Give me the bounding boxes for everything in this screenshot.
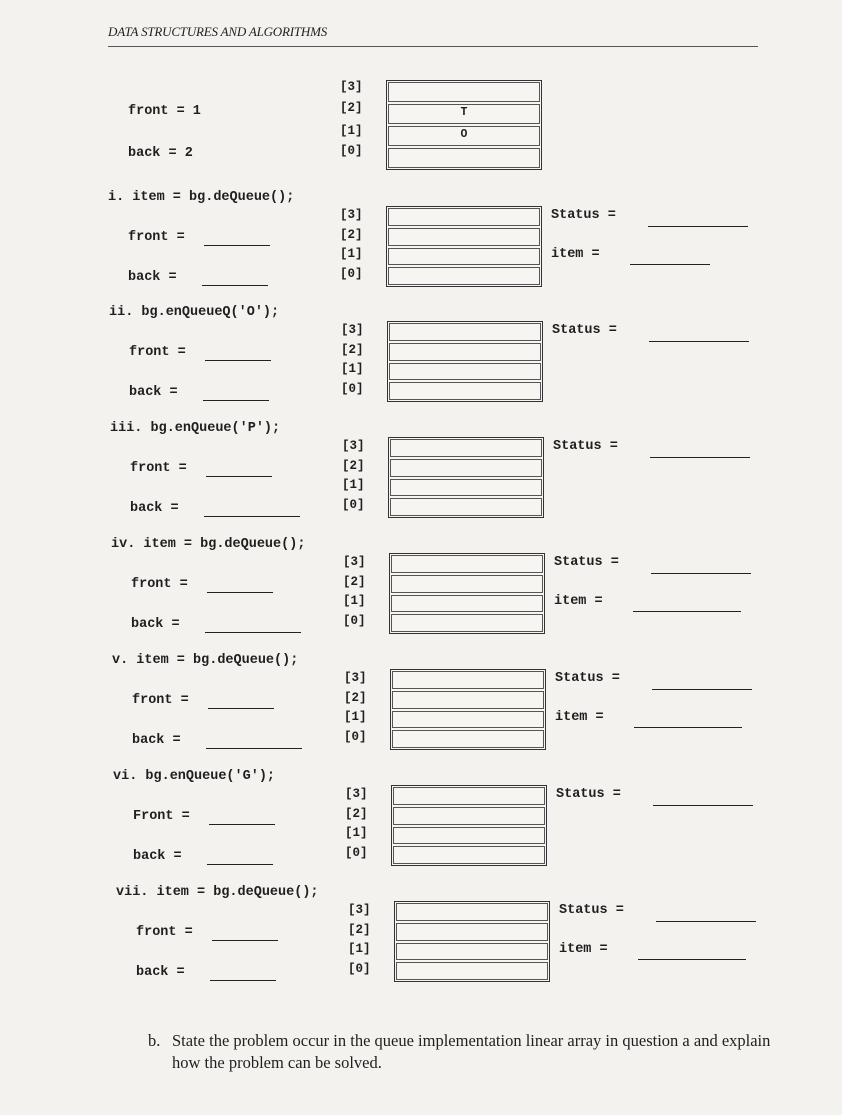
step-front-blank[interactable] [207, 592, 273, 593]
step-cell-2[interactable] [392, 691, 544, 709]
initial-index-2: [2] [340, 101, 363, 115]
step-code: vii. item = bg.deQueue(); [116, 885, 319, 900]
step-cell-3[interactable] [389, 323, 541, 341]
step-front-blank[interactable] [204, 245, 270, 246]
step-cell-0[interactable] [391, 614, 543, 632]
step-queue-array [390, 669, 546, 750]
step-index-3: [3] [343, 555, 366, 569]
step-front-blank[interactable] [208, 708, 274, 709]
step-index-0: [0] [343, 613, 366, 628]
step-code: vi. bg.enQueue('G'); [113, 769, 276, 784]
step-code: iii. bg.enQueue('P'); [110, 421, 281, 436]
step-code: v. item = bg.deQueue(); [112, 653, 299, 668]
step-back-blank[interactable] [210, 980, 276, 981]
step-back-blank[interactable] [205, 632, 301, 633]
step-index-0: [0] [348, 961, 371, 976]
step-cell-1[interactable] [388, 248, 540, 266]
step-cell-1[interactable] [389, 363, 541, 381]
initial-queue-array [386, 80, 542, 170]
step-status-label: Status = [554, 555, 619, 570]
initial-back-label: back = 2 [128, 146, 193, 161]
step-status-label: Status = [556, 787, 621, 802]
step-back-blank[interactable] [204, 516, 300, 517]
step-index-0: [0] [344, 729, 367, 744]
step-status-blank[interactable] [656, 921, 756, 922]
step-item-label: item = [551, 247, 600, 262]
step-index-0: [0] [340, 266, 363, 281]
step-index-3: [3] [342, 439, 365, 453]
step-front-label: front = [129, 345, 186, 360]
step-queue-array [386, 206, 542, 287]
step-front-blank[interactable] [205, 360, 271, 361]
step-cell-2[interactable] [390, 459, 542, 477]
step-status-blank[interactable] [651, 573, 751, 574]
initial-index-1: [1] [340, 124, 363, 138]
step-cell-2[interactable] [393, 807, 545, 825]
step-cell-1[interactable] [392, 711, 544, 729]
step-back-label: back = [132, 733, 181, 748]
step-front-label: front = [131, 577, 188, 592]
step-code: i. item = bg.deQueue(); [108, 190, 295, 205]
step-index-1: [1] [344, 710, 367, 724]
initial-cell-3 [388, 82, 540, 102]
step-item-blank[interactable] [630, 264, 710, 265]
step-index-2: [2] [340, 227, 363, 242]
step-back-label: back = [129, 385, 178, 400]
step-front-label: front = [130, 461, 187, 476]
step-cell-1[interactable] [393, 827, 545, 845]
page-header: DATA STRUCTURES AND ALGORITHMS [108, 24, 327, 39]
step-cell-0[interactable] [396, 962, 548, 980]
step-item-label: item = [559, 942, 608, 957]
step-cell-1[interactable] [391, 595, 543, 613]
step-index-2: [2] [341, 342, 364, 357]
step-index-3: [3] [348, 903, 371, 917]
step-item-label: item = [554, 594, 603, 609]
step-front-label: front = [136, 925, 193, 940]
step-cell-2[interactable] [388, 228, 540, 246]
step-status-label: Status = [553, 439, 618, 454]
step-status-blank[interactable] [649, 341, 749, 342]
step-index-1: [1] [343, 594, 366, 608]
step-cell-3[interactable] [390, 439, 542, 457]
step-queue-array [387, 321, 543, 402]
step-cell-1[interactable] [396, 943, 548, 961]
step-front-blank[interactable] [212, 940, 278, 941]
step-queue-array [394, 901, 550, 982]
step-item-label: item = [555, 710, 604, 725]
step-front-blank[interactable] [206, 476, 272, 477]
step-cell-0[interactable] [389, 382, 541, 400]
step-cell-3[interactable] [388, 208, 540, 226]
step-status-blank[interactable] [653, 805, 753, 806]
step-item-blank[interactable] [638, 959, 746, 960]
step-back-label: back = [131, 617, 180, 632]
step-queue-array [388, 437, 544, 518]
step-status-blank[interactable] [648, 226, 748, 227]
step-item-blank[interactable] [633, 611, 741, 612]
question-text: State the problem occur in the queue implementation linear array in question a and explain how the problem can be solved. [172, 1031, 771, 1072]
step-index-1: [1] [341, 362, 364, 376]
initial-cell-2: T [388, 104, 540, 124]
step-cell-0[interactable] [393, 846, 545, 864]
step-cell-1[interactable] [390, 479, 542, 497]
initial-cell-1: O [388, 126, 540, 146]
initial-front-label: front = 1 [128, 104, 201, 119]
step-front-label: Front = [133, 809, 190, 824]
step-index-1: [1] [345, 826, 368, 840]
step-code: iv. item = bg.deQueue(); [111, 537, 306, 552]
step-back-label: back = [133, 849, 182, 864]
step-index-0: [0] [342, 497, 365, 512]
step-status-label: Status = [559, 903, 624, 918]
step-cell-2[interactable] [391, 575, 543, 593]
header-rule [108, 46, 758, 47]
step-front-label: front = [132, 693, 189, 708]
step-cell-0[interactable] [392, 730, 544, 748]
step-index-2: [2] [344, 690, 367, 705]
step-cell-2[interactable] [389, 343, 541, 361]
step-index-3: [3] [341, 323, 364, 337]
step-cell-3[interactable] [393, 787, 545, 805]
step-front-label: front = [128, 230, 185, 245]
step-index-0: [0] [341, 381, 364, 396]
step-index-1: [1] [342, 478, 365, 492]
step-index-1: [1] [340, 247, 363, 261]
initial-index-3: [3] [340, 80, 363, 94]
step-index-3: [3] [340, 208, 363, 222]
step-index-2: [2] [343, 574, 366, 589]
step-cell-3[interactable] [392, 671, 544, 689]
step-cell-2[interactable] [396, 923, 548, 941]
step-queue-array [389, 553, 545, 634]
step-item-blank[interactable] [634, 727, 742, 728]
step-index-0: [0] [345, 845, 368, 860]
step-queue-array [391, 785, 547, 866]
step-index-3: [3] [344, 671, 367, 685]
step-cell-0[interactable] [388, 267, 540, 285]
step-back-blank[interactable] [206, 748, 302, 749]
initial-cell-0 [388, 148, 540, 168]
step-back-label: back = [136, 965, 185, 980]
step-status-label: Status = [551, 208, 616, 223]
step-index-2: [2] [342, 458, 365, 473]
step-back-blank[interactable] [202, 285, 268, 286]
step-cell-3[interactable] [391, 555, 543, 573]
step-index-2: [2] [348, 922, 371, 937]
step-code: ii. bg.enQueueQ('O'); [109, 305, 280, 320]
step-index-2: [2] [345, 806, 368, 821]
step-back-label: back = [128, 270, 177, 285]
step-front-blank[interactable] [209, 824, 275, 825]
step-cell-3[interactable] [396, 903, 548, 921]
initial-index-0: [0] [340, 144, 363, 158]
question-letter: b. [148, 1031, 161, 1050]
step-status-label: Status = [552, 323, 617, 338]
step-status-blank[interactable] [652, 689, 752, 690]
step-index-3: [3] [345, 787, 368, 801]
step-status-label: Status = [555, 671, 620, 686]
step-index-1: [1] [348, 942, 371, 956]
step-cell-0[interactable] [390, 498, 542, 516]
step-back-blank[interactable] [203, 400, 269, 401]
step-status-blank[interactable] [650, 457, 750, 458]
step-back-blank[interactable] [207, 864, 273, 865]
step-back-label: back = [130, 501, 179, 516]
